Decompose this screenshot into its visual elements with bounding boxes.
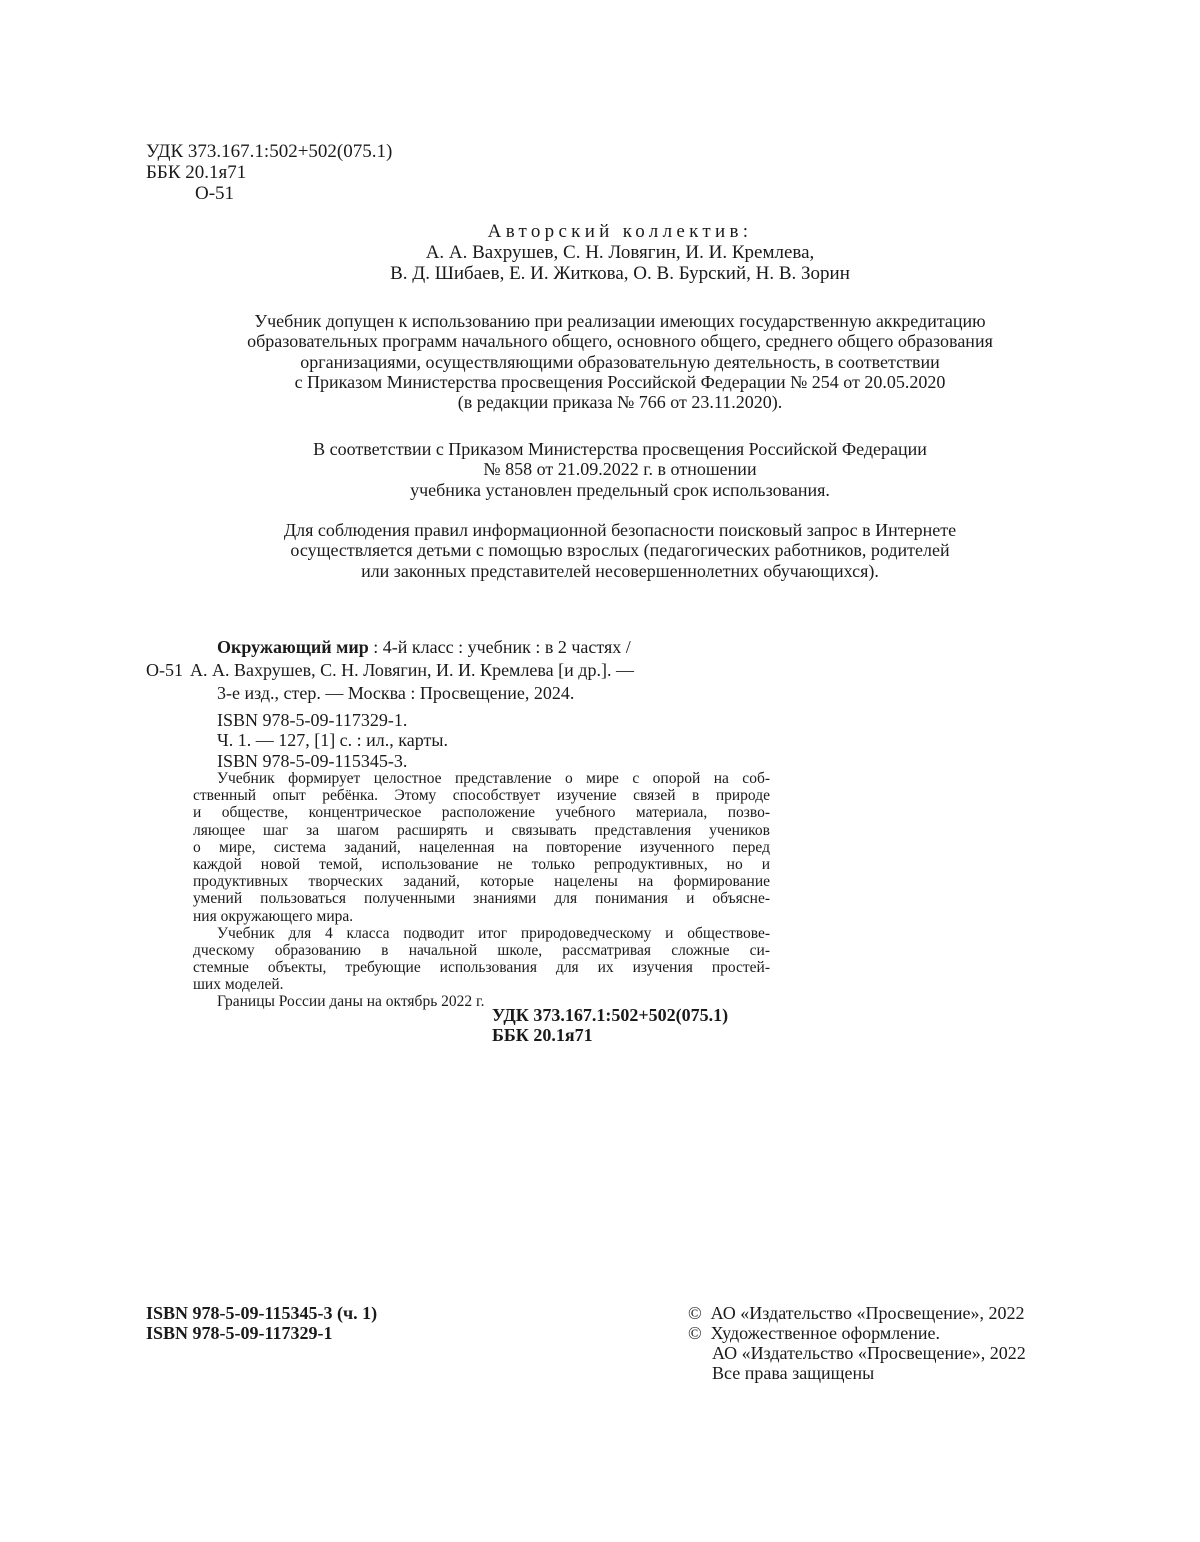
catalog-title: [217, 637, 631, 657]
copyright-line-3: АО «Издательство «Просвещение», 2022: [712, 1343, 1026, 1363]
annotation-line: Границы России даны на октябрь 2022 г.: [217, 993, 485, 1011]
term-text: [120, 439, 1120, 500]
annotation-line: Учебник формирует целостное представление о мире с опорой на соб-: [217, 770, 770, 787]
annotation-line: о мире, система заданий, нацеленная на повторение изученного перед: [193, 838, 770, 856]
authors-line-1: А. А. Вахрушев, С. Н. Ловягин, И. И. Кремлева,: [425, 242, 815, 263]
annotation-line: дческому образованию в начальной школе, рассматривая сложные си-: [193, 941, 770, 959]
copyright-line-4: Все права защищены: [712, 1363, 875, 1383]
approval-line: (в редакции приказа № 766 от 23.11.2020).: [457, 392, 783, 413]
copyright-line-2: © Художественное оформление.: [688, 1323, 941, 1343]
code-top: О-51: [195, 183, 235, 204]
catalog-edition: 3-е изд., стер. — Москва : Просвещение, 2024.: [217, 683, 575, 703]
footer-isbn-2: ISBN 978-5-09-117329-1: [146, 1323, 333, 1343]
annotation-line: ляющее шаг за шагом расширять и связывать представления учеников: [193, 821, 770, 839]
annotation-line: каждой новой темой, использование не только репродуктивных, но и: [193, 855, 770, 873]
udk-top: УДК 373.167.1:502+502(075.1): [146, 141, 393, 162]
safety-text: [120, 520, 1120, 581]
catalog-isbn-line: Ч. 1. — 127, [1] с. : ил., карты.: [217, 730, 448, 751]
annotation-line: стемные объекты, требующие использования для их изучения простей-: [193, 959, 770, 977]
annotation-line: ния окружающего мира.: [193, 907, 354, 925]
catalog-authors: А. А. Вахрушев, С. Н. Ловягин, И. И. Кремлева [и др.]. —: [190, 660, 634, 680]
catalog-bbk: ББК 20.1я71: [492, 1025, 593, 1045]
catalog-title-bold: Окружающий мир: [217, 637, 369, 657]
authors-line-2: В. Д. Шибаев, Е. И. Житкова, О. В. Бурский, Н. В. Зорин: [390, 263, 850, 284]
footer-isbn-1: ISBN 978-5-09-115345-3 (ч. 1): [146, 1303, 378, 1323]
annotation-line: ственный опыт ребёнка. Этому способствует изучение связей в природе: [193, 787, 770, 805]
copyright-line-1: © АО «Издательство «Просвещение», 2022: [688, 1303, 1025, 1323]
term-line: В соответствии с Приказом Министерства просвещения Российской Федерации: [313, 439, 927, 459]
catalog-title-rest: : 4-й класс : учебник : в 2 частях /: [368, 637, 631, 657]
approval-line: Учебник допущен к использованию при реализации имеющих государственную аккредитацию: [254, 311, 986, 331]
catalog-udk: УДК 373.167.1:502+502(075.1): [492, 1005, 729, 1025]
term-line: № 858 от 21.09.2022 г. в отношении: [483, 459, 757, 480]
annotation: [193, 770, 770, 1011]
annotation-line: и обществе, концентрическое расположение учебного материала, позво-: [193, 804, 770, 822]
annotation-line: продуктивных творческих заданий, которые нацелены на формирование: [193, 873, 770, 891]
annotation-line: умений пользоваться полученными знаниями для понимания и объясне-: [193, 890, 770, 908]
approval-line: с Приказом Министерства просвещения Российской Федерации № 254 от 20.05.2020: [294, 371, 946, 392]
annotation-line: Учебник для 4 класса подводит итог природоведческому и обществове-: [217, 924, 770, 942]
catalog-isbn-block: [217, 710, 448, 771]
safety-line: Для соблюдения правил информационной безопасности поисковый запрос в Интернете: [283, 520, 957, 540]
safety-line: осуществляется детьми с помощью взрослых (педагогических работников, родителей: [290, 540, 950, 561]
approval-line: образовательных программ начального общего, основного общего, среднего общего образования: [247, 331, 993, 352]
bbk-top: ББК 20.1я71: [146, 162, 247, 183]
catalog-code: О-51: [146, 660, 183, 680]
authors-heading: Авторский коллектив:: [487, 221, 753, 242]
annotation-line: ших моделей.: [193, 976, 284, 994]
catalog-isbn-line: ISBN 978-5-09-117329-1.: [217, 710, 408, 730]
approval-text: [120, 311, 1120, 412]
catalog-isbn-line: ISBN 978-5-09-115345-3.: [217, 750, 408, 771]
term-line: учебника установлен предельный срок использования.: [410, 479, 830, 500]
safety-line: или законных представителей несовершеннолетних обучающихся).: [361, 560, 879, 581]
approval-line: организациями, осуществляющими образовательную деятельность, в соответствии: [300, 351, 940, 372]
